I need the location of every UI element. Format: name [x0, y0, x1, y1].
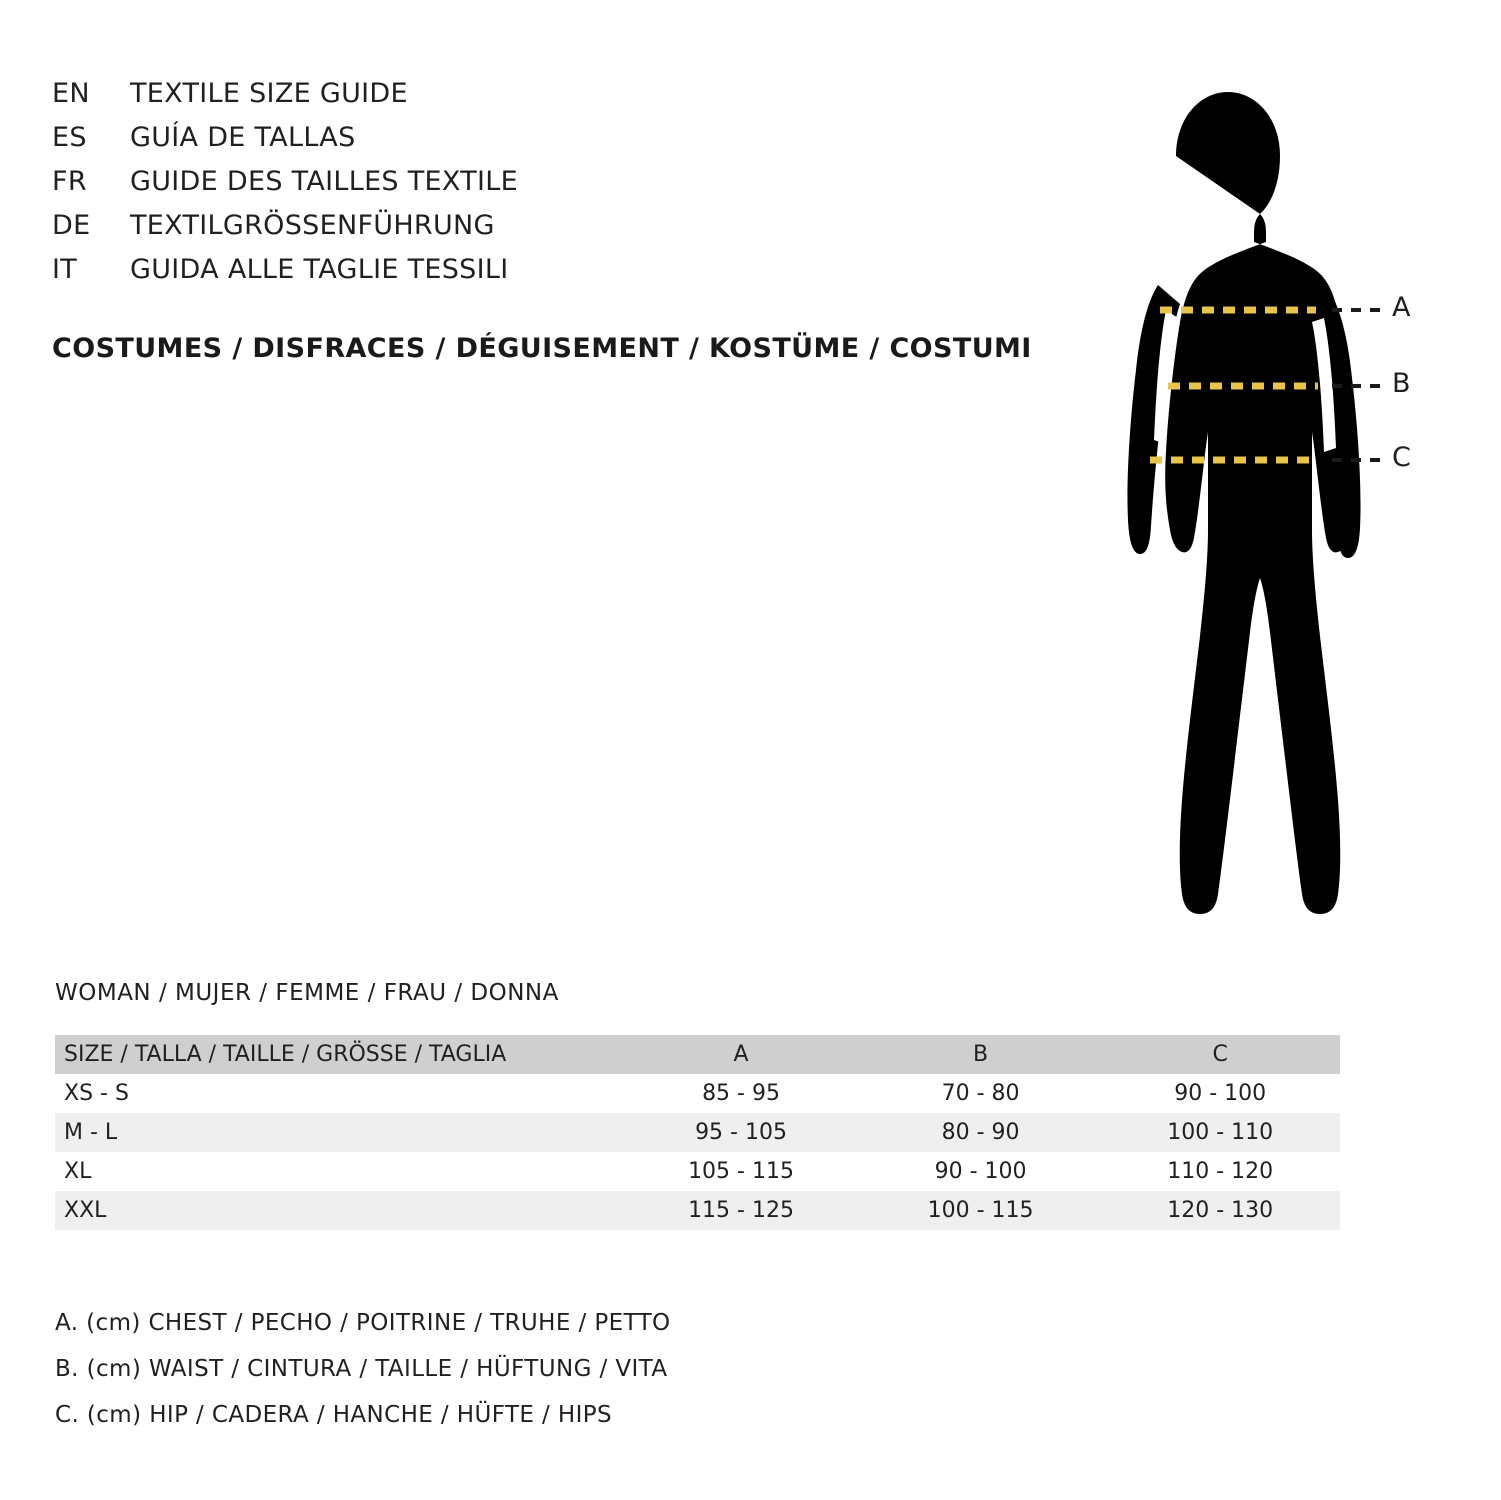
cell-hip: 110 - 120: [1167, 1159, 1274, 1184]
cell-hip: 120 - 130: [1167, 1198, 1274, 1223]
language-title: GUÍA DE TALLAS: [130, 122, 356, 153]
cell-chest: 115 - 125: [688, 1198, 794, 1223]
language-code: DE: [52, 210, 91, 241]
language-code: ES: [52, 122, 87, 153]
silhouette-icon: [1040, 60, 1460, 940]
cell-size: XL: [64, 1159, 92, 1184]
language-title: TEXTILE SIZE GUIDE: [130, 78, 408, 109]
table-row: [55, 1074, 1340, 1113]
cell-hip: 100 - 110: [1167, 1120, 1274, 1145]
category-line: COSTUMES / DISFRACES / DÉGUISEMENT / KOSTÜME / COSTUMI: [52, 333, 1032, 364]
language-row-en: [52, 72, 872, 116]
language-row-de: [52, 204, 872, 248]
legend-item-b: B. (cm) WAIST / CINTURA / TAILLE / HÜFTUNG / VITA: [55, 1356, 668, 1382]
table-row: [55, 1113, 1340, 1152]
cell-chest: 95 - 105: [695, 1120, 787, 1145]
column-header-size: SIZE / TALLA / TAILLE / GRÖSSE / TAGLIA: [64, 1042, 507, 1067]
cell-waist: 70 - 80: [941, 1081, 1020, 1106]
column-header-b: B: [973, 1042, 989, 1067]
legend-item-c: C. (cm) HIP / CADERA / HANCHE / HÜFTE / HIPS: [55, 1402, 613, 1428]
table-row: [55, 1191, 1340, 1230]
language-title: GUIDE DES TAILLES TEXTILE: [130, 166, 518, 197]
language-code: EN: [52, 78, 90, 109]
cell-size: M - L: [64, 1120, 118, 1145]
language-code: FR: [52, 166, 87, 197]
column-header-a: A: [733, 1042, 749, 1067]
language-code: IT: [52, 254, 78, 285]
language-row-es: [52, 116, 872, 160]
cell-waist: 100 - 115: [927, 1198, 1034, 1223]
language-row-fr: [52, 160, 872, 204]
woman-silhouette-figure: [1040, 60, 1460, 940]
legend-item-a: A. (cm) CHEST / PECHO / POITRINE / TRUHE / PETTO: [55, 1310, 671, 1336]
cell-size: XS - S: [64, 1081, 129, 1106]
table-title: WOMAN / MUJER / FEMME / FRAU / DONNA: [55, 980, 559, 1006]
measure-label-c: C: [1392, 442, 1411, 473]
language-title: GUIDA ALLE TAGLIE TESSILI: [130, 254, 509, 285]
table-header-row: [55, 1035, 1340, 1074]
cell-waist: 80 - 90: [941, 1120, 1020, 1145]
language-title: TEXTILGRÖSSENFÜHRUNG: [130, 210, 495, 241]
cell-waist: 90 - 100: [934, 1159, 1027, 1184]
language-row-it: [52, 248, 872, 292]
cell-chest: 105 - 115: [688, 1159, 794, 1184]
language-list: [52, 72, 872, 292]
cell-chest: 85 - 95: [702, 1081, 780, 1106]
measure-label-a: A: [1392, 292, 1411, 323]
table-row: [55, 1152, 1340, 1191]
cell-hip: 90 - 100: [1174, 1081, 1267, 1106]
measurement-legend: [55, 1300, 671, 1438]
size-table: [55, 1035, 1340, 1230]
measure-label-b: B: [1392, 368, 1411, 399]
cell-size: XXL: [64, 1198, 107, 1223]
column-header-c: C: [1212, 1042, 1228, 1067]
